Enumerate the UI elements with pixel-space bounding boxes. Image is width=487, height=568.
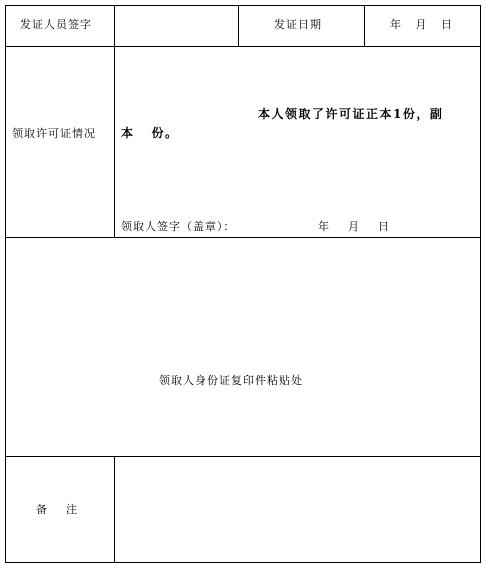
issue-date-value[interactable]: 年 月 日 (390, 18, 453, 31)
receipt-statement-line2: 本 份。 (121, 126, 179, 140)
receiver-date[interactable]: 年 月 日 (318, 220, 390, 233)
divider-col2-row1 (238, 5, 239, 47)
remarks-field[interactable] (115, 457, 480, 562)
remarks-label: 备 注 (36, 503, 78, 516)
id-copy-paste-area (6, 238, 480, 456)
border-bottom (5, 562, 481, 563)
border-right (480, 5, 481, 563)
receiver-signature-label: 领取人签字（盖章）： (121, 220, 236, 233)
receipt-status-label: 领取许可证情况 (12, 127, 96, 140)
issue-date-label: 发证日期 (274, 18, 322, 31)
divider-row1 (5, 46, 481, 47)
border-top (5, 5, 481, 6)
receipt-statement-line1: 本人领取了许可证正本1份，副 (258, 107, 444, 121)
issuer-signature-field[interactable] (115, 6, 238, 46)
id-copy-label: 领取人身份证复印件粘贴处 (159, 374, 303, 387)
issuer-signature-label: 发证人员签字 (20, 18, 92, 31)
divider-col3-row1 (364, 5, 365, 47)
divider-col1-row2 (114, 46, 115, 238)
